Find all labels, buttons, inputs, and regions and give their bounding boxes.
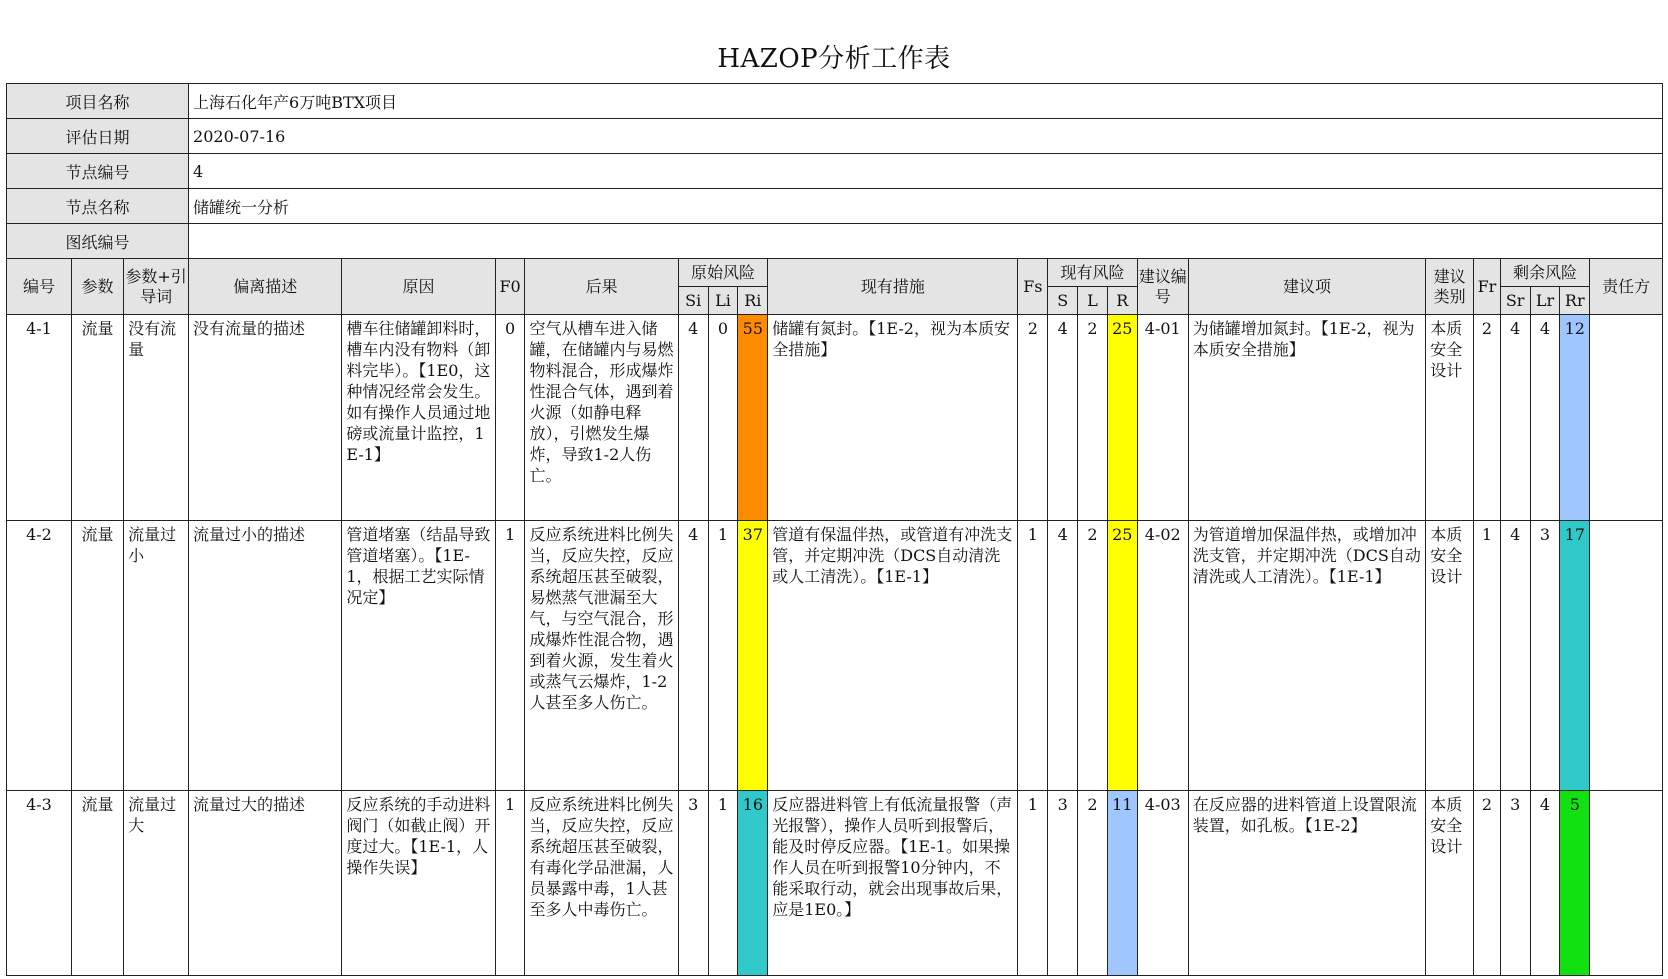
cell-recommendation: 在反应器的进料管道上设置限流装置，如孔板。【1E-2】 <box>1188 791 1425 976</box>
info-label: 节点名称 <box>7 189 189 224</box>
cell-owner <box>1590 315 1663 521</box>
header-fs: Fs <box>1018 259 1048 315</box>
table-row <box>7 315 1663 521</box>
cell-f0: 1 <box>495 791 525 976</box>
header-guide: 参数+引导词 <box>124 259 189 315</box>
cell-param: 流量 <box>71 791 123 976</box>
cell-recommendation: 为储罐增加氮封。【1E-2，视为本质安全措施】 <box>1188 315 1425 521</box>
cell-f0: 1 <box>495 521 525 791</box>
cell-si: 4 <box>678 315 708 521</box>
header-owner: 责任方 <box>1590 259 1663 315</box>
info-value <box>189 224 1663 259</box>
cell-si: 3 <box>678 791 708 976</box>
header-residual-risk: 剩余风险 <box>1500 259 1589 287</box>
table-row <box>7 521 1663 791</box>
cell-deviation: 没有流量的描述 <box>189 315 342 521</box>
cell-measures: 管道有保温伴热，或管道有冲洗支管，并定期冲洗（DCS自动清洗或人工清洗）。【1E-1】 <box>768 521 1018 791</box>
cell-rec-type: 本质安全设计 <box>1426 791 1474 976</box>
header-row-1 <box>7 259 1663 287</box>
header-rr: Rr <box>1560 287 1590 315</box>
info-row-project <box>7 84 1663 119</box>
header-original-risk: 原始风险 <box>678 259 767 287</box>
cell-s: 4 <box>1048 521 1078 791</box>
header-r: R <box>1107 287 1137 315</box>
cell-sr: 3 <box>1500 791 1530 976</box>
cell-rr: 5 <box>1560 791 1590 976</box>
cell-sr: 4 <box>1500 315 1530 521</box>
cell-owner <box>1590 791 1663 976</box>
cell-r: 25 <box>1107 315 1137 521</box>
header-s: S <box>1048 287 1078 315</box>
info-value: 4 <box>189 154 1663 189</box>
cell-recommendation: 为管道增加保温伴热，或增加冲洗支管，并定期冲洗（DCS自动清洗或人工清洗）。【1E-1】 <box>1188 521 1425 791</box>
cell-fs: 2 <box>1018 315 1048 521</box>
info-row-date <box>7 119 1663 154</box>
cell-f0: 0 <box>495 315 525 521</box>
header-l: L <box>1078 287 1108 315</box>
header-current-risk: 现有风险 <box>1048 259 1137 287</box>
cell-l: 2 <box>1078 521 1108 791</box>
info-value: 储罐统一分析 <box>189 189 1663 224</box>
cell-param: 流量 <box>71 315 123 521</box>
cell-guide: 没有流量 <box>124 315 189 521</box>
info-value: 上海石化年产6万吨BTX项目 <box>189 84 1663 119</box>
cell-ri: 55 <box>738 315 768 521</box>
cell-rec-no: 4-01 <box>1137 315 1188 521</box>
cell-fs: 1 <box>1018 521 1048 791</box>
cell-rr: 17 <box>1560 521 1590 791</box>
cell-fr: 2 <box>1474 315 1501 521</box>
info-row-drawing-no <box>7 224 1663 259</box>
info-value: 2020-07-16 <box>189 119 1663 154</box>
cell-deviation: 流量过小的描述 <box>189 521 342 791</box>
cell-ri: 37 <box>738 521 768 791</box>
page-title: HAZOP分析工作表 <box>717 44 951 74</box>
cell-rec-type: 本质安全设计 <box>1426 521 1474 791</box>
header-fr: Fr <box>1474 259 1501 315</box>
info-label: 项目名称 <box>7 84 189 119</box>
header-si: Si <box>678 287 708 315</box>
info-row-node-no <box>7 154 1663 189</box>
cell-lr: 3 <box>1530 521 1560 791</box>
info-row-node-name <box>7 189 1663 224</box>
info-label: 评估日期 <box>7 119 189 154</box>
header-param: 参数 <box>71 259 123 315</box>
header-rec-type: 建议类别 <box>1426 259 1474 315</box>
cell-li: 1 <box>708 521 738 791</box>
cell-consequence: 空气从槽车进入储罐，在储罐内与易燃物料混合，形成爆炸性混合气体，遇到着火源（如静电释放），引燃发生爆炸，导致1-2人伤亡。 <box>525 315 678 521</box>
cell-guide: 流量过小 <box>124 521 189 791</box>
hazop-table <box>6 83 1663 976</box>
cell-rec-type: 本质安全设计 <box>1426 315 1474 521</box>
cell-no: 4-1 <box>7 315 72 521</box>
header-consequence: 后果 <box>525 259 678 315</box>
cell-ri: 16 <box>738 791 768 976</box>
cell-rec-no: 4-03 <box>1137 791 1188 976</box>
header-deviation: 偏离描述 <box>189 259 342 315</box>
cell-r: 11 <box>1107 791 1137 976</box>
cell-cause: 管道堵塞（结晶导致管道堵塞）。【1E-1，根据工艺实际情况定】 <box>342 521 495 791</box>
cell-no: 4-2 <box>7 521 72 791</box>
cell-consequence: 反应系统进料比例失当，反应失控，反应系统超压甚至破裂，有毒化学品泄漏，人员暴露中毒，1人甚至多人中毒伤亡。 <box>525 791 678 976</box>
cell-measures: 储罐有氮封。【1E-2，视为本质安全措施】 <box>768 315 1018 521</box>
header-rec-no: 建议编号 <box>1137 259 1188 315</box>
cell-l: 2 <box>1078 791 1108 976</box>
cell-rr: 12 <box>1560 315 1590 521</box>
cell-consequence: 反应系统进料比例失当，反应失控，反应系统超压甚至破裂，易燃蒸气泄漏至大气，与空气混合，形成爆炸性混合物，遇到着火源，发生着火或蒸气云爆炸，1-2人甚至多人伤亡。 <box>525 521 678 791</box>
cell-li: 1 <box>708 791 738 976</box>
info-label: 图纸编号 <box>7 224 189 259</box>
header-recommendation: 建议项 <box>1188 259 1425 315</box>
header-sr: Sr <box>1500 287 1530 315</box>
cell-measures: 反应器进料管上有低流量报警（声光报警），操作人员听到报警后，能及时停反应器。【1E-1。如果操作人员在听到报警10分钟内，不能采取行动，就会出现事故后果，应是1E0。】 <box>768 791 1018 976</box>
cell-s: 4 <box>1048 315 1078 521</box>
info-label: 节点编号 <box>7 154 189 189</box>
cell-r: 25 <box>1107 521 1137 791</box>
cell-cause: 反应系统的手动进料阀门（如截止阀）开度过大。【1E-1，人操作失误】 <box>342 791 495 976</box>
cell-si: 4 <box>678 521 708 791</box>
cell-li: 0 <box>708 315 738 521</box>
cell-owner <box>1590 521 1663 791</box>
cell-l: 2 <box>1078 315 1108 521</box>
header-cause: 原因 <box>342 259 495 315</box>
cell-lr: 4 <box>1530 315 1560 521</box>
cell-lr: 4 <box>1530 791 1560 976</box>
cell-fr: 1 <box>1474 521 1501 791</box>
cell-s: 3 <box>1048 791 1078 976</box>
header-lr: Lr <box>1530 287 1560 315</box>
header-measures: 现有措施 <box>768 259 1018 315</box>
header-f0: F0 <box>495 259 525 315</box>
table-row <box>7 791 1663 976</box>
cell-fs: 1 <box>1018 791 1048 976</box>
cell-no: 4-3 <box>7 791 72 976</box>
header-no: 编号 <box>7 259 72 315</box>
header-li: Li <box>708 287 738 315</box>
cell-sr: 4 <box>1500 521 1530 791</box>
cell-fr: 2 <box>1474 791 1501 976</box>
cell-cause: 槽车往储罐卸料时，槽车内没有物料（卸料完毕）。【1E0，这种情况经常会发生。如有操作人员通过地磅或流量计监控，1E-1】 <box>342 315 495 521</box>
cell-deviation: 流量过大的描述 <box>189 791 342 976</box>
header-ri: Ri <box>738 287 768 315</box>
cell-param: 流量 <box>71 521 123 791</box>
cell-rec-no: 4-02 <box>1137 521 1188 791</box>
cell-guide: 流量过大 <box>124 791 189 976</box>
